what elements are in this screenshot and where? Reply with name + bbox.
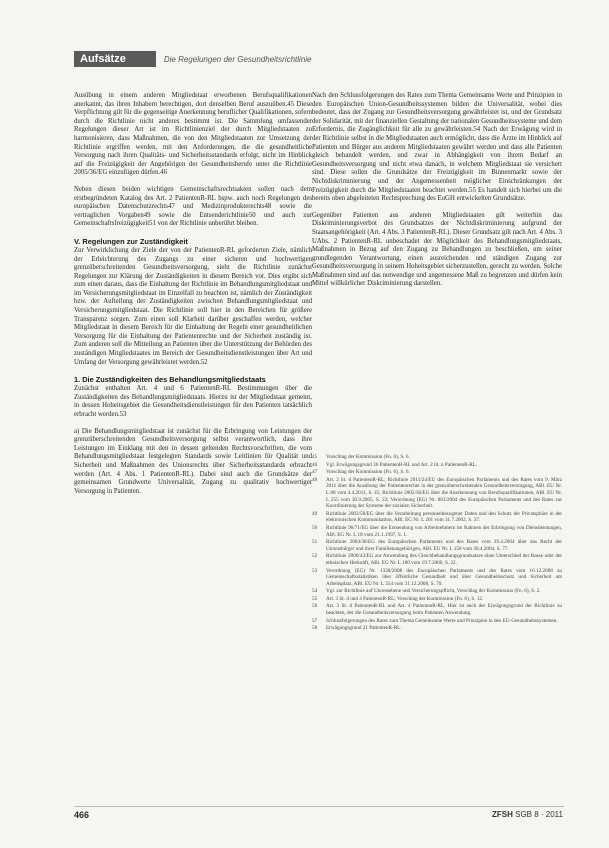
footnote-text: Art. 2 lit. d PatientenR-RL; Richtlinie 2011/24/EU des Europäischen Parlaments und des Rates vom 9. März 2011 über die Ausübung der Patientenrechte in der grenzüberschreitenden Gesundheitsversorgung, ABl. EU Nr. L 88 vom 4.4.2011, S. 45; Richtlinie 2005/36/EG über die Anerkennung von Berufsqualifikationen, ABl. EU Nr. L 255 vom 30.9.2005, S. 22; Verordnung (EG) Nr. 883/2004 des Europäischen Parlaments und des Rates zur Koordinierung der Systeme der sozialen Sicherheit. xyxy=(326,476,562,510)
left-paragraph-2: Neben diesen beiden wichtigen Gemeinschaftsrechtsakten sollen nach dem erstbegründeten Katalog des Art. 2 PatientenR-RL bspw. auch noch Regelungen des europäischen Datenschutzrechts47 und Medizinprodukterechts48 sowie die vertraglichen Vorgaben49 sowie die Entsenderichtlinie50 und auch zur Gemeinschaftsfreizügigkeit51 von der Richtlinie unberührt bleiben. xyxy=(74,185,312,228)
journal-name: ZFSH xyxy=(491,810,513,819)
footnote xyxy=(312,553,562,566)
section-label: Aufsätze xyxy=(74,51,156,67)
footnote xyxy=(312,511,562,524)
footnote-number: 56 xyxy=(312,603,318,610)
footnote xyxy=(312,625,562,632)
footnote-text: Richtlinie 2004/38/EG des Europäischen Parlaments und des Rates vom 29.4.2004 über das Recht der Unionsbürger und ihrer Familienangehörigen, ABl. EU Nr. L 158 vom 30.4.2004, S. 77. xyxy=(326,539,562,552)
footnotes xyxy=(312,454,562,633)
footnote xyxy=(312,477,562,510)
footnote xyxy=(312,454,562,461)
footnote-number: 51 xyxy=(312,539,318,546)
left-paragraph-1: Ausübung in einem anderen Mitgliedstaat erworbenen Berufsqualifikationen anerkannt, das ihren Inhabern berechtigen, dort denselben Beruf auszuüben.45 Diese Verpflichtung gilt für die gegenseitige Anerkennung beruflicher Qualifikationen, sofern durch die Richtlinie nicht anderes bestimmt ist. Die Sammlung umfassender Regelungen dieser Art ist im Richtlinienziel der durch Mitgliedstaaten zu harmonisieren, dass Maßnahmen, die von den Mitgliedstaaten zur Umsetzung der Richtlinie ergriffen werden, mit den Anforderungen, die die gesundheitliche Versorgung nach ihren Qualitäts- und Sicherheitsstandards erfolgt, nicht im Hinblick auf die Freizügigkeit der Angehörigen der Gesundheitsberufe unter die Richtlinie 2005/36/EG einzufügen dürfen.46 xyxy=(74,92,313,177)
left-paragraph-5: a) Die Behandlungsmitgliedstaat ist zunächst für die Erbringung von Leistungen der grenzüberschreitenden Gesundheitsversorgung selbst verantwortlich, dass ihre Leistungen im Einklang mit den in dessen geltenden Rechtsvorschriften, die vom Behandlungsmitgliedstaat festgelegten Standards sowie Leitlinien für Qualität und Sicherheit und Maßnahmen des Unionsrechts über Sicherheitsstandards erbracht werden (Art. 4 Abs. 1 PatientenR-RL). Dabei sind auch die Grundsätze der gemeinsamen Grundwerte Universalität, Zugang zu qualitativ hochwertiger Versorgung in Patienten. xyxy=(74,427,312,495)
footnote-text: Vorschlag der Kommission (Fn. 6), S. 6. xyxy=(326,469,410,476)
footnote-text: Vorschlag der Kommission (Fn. 6), S. 6. xyxy=(326,454,410,460)
footnote-number: 52 xyxy=(312,553,318,560)
left-paragraph-4: Zunächst enthalten Art. 4 und 6 PatientenR-RL Bestimmungen über die Zuständigkeiten des Behandlungsmitgliedstaats. Hierzu ist der Mitgliedstaat gemeint, in dessen Hoheitsgebiet die Gesundheitsdienstleistungen für den Patienten tatsächlich erbracht werden.53 xyxy=(74,385,312,418)
journal-issue: SGB 8 · 2011 xyxy=(515,810,563,819)
right-paragraph-2: Gegenüber Patienten aus anderen Mitgliedstaaten gilt weiterhin das Diskriminierungsverbot des Grundsatzes der Nichtdiskriminierung aufgrund der Staatsangehörigkeit (Art. 4 Abs. 3 PatientenR-RL). Dieser Grundsatz gilt nach Art. 4 Abs. 3 UAbs. 2 PatientenR-RL unbeschadet der Möglichkeit des Behandlungsmitgliedstaats, Maßnahmen in Bezug auf den Zugang zu Behandlungen zu beschließen, um seiner grundlegenden Verantwortung, einen ausreichenden und ständigen Zugang zur Gesundheitsversorgung in seinem Hoheitsgebiet sicherzustellen, gerecht zu werden. Solche Maßnahmen sind auf das notwendige und angemessene Maß zu begrenzen und dürfen kein Mittel willkürlicher Diskriminierung darstellen. xyxy=(312,211,562,288)
footnote-number: 57 xyxy=(312,617,318,624)
footnote-number: 54 xyxy=(312,588,318,595)
footnote xyxy=(312,462,562,469)
footnote-number: 46 xyxy=(312,461,318,468)
footer-rule xyxy=(74,806,564,807)
subsection-heading-1: 1. Die Zuständigkeiten des Behandlungsmitgliedstaats xyxy=(74,375,266,385)
page-header xyxy=(74,51,564,67)
footnote-number: 55 xyxy=(312,595,318,602)
section-heading-v: V. Regelungen zur Zuständigkeit xyxy=(74,236,188,246)
footnote xyxy=(312,469,562,476)
page-number: 466 xyxy=(74,810,90,820)
footnote-text: Verordnung (EG) Nr. 1338/2008 des Europäischen Parlaments und des Rates vom 16.12.2008 zu Gemeinschaftsstatistiken über öffentliche Gesundheit und über Gesundheitsschutz und Sicherheit am Arbeitsplatz, ABl. EU Nr. L 354 vom 31.12.2008, S. 70. xyxy=(326,567,562,587)
left-column xyxy=(74,92,312,504)
footnote-number: 49 xyxy=(312,510,318,517)
footnote-text: Richtlinie 2000/43/EG zur Anwendung des Gleichbehandlungsgrundsatzes ohne Unterschied der Rasse oder der ethnischen Herkunft, ABl. EG Nr. L 180 vom 19.7.2000, S. 22. xyxy=(326,553,562,566)
footnote-text: Art. 3 lit. d und 4 PatientenR-RL; Vorschlag der Kommission (Fn. 6), S. 12. xyxy=(326,595,484,602)
footnote-number: 50 xyxy=(312,524,318,531)
footnote-text: Richtlinie 2002/58/EG über die Verarbeitung personenbezogener Daten und den Schutz der Privatsphäre in der elektronischen Kommunikation, ABl. EG Nr. L 201 vom 31.7.2002, S. 37. xyxy=(326,510,562,524)
footnote-text: Vgl. Erwägungsgrund 36 PatientenR-RL und Art. 2 lit. n PatientenR-RL. xyxy=(326,461,478,468)
footnote-number: 47 xyxy=(312,469,318,476)
footnote xyxy=(312,525,562,538)
footnote xyxy=(312,539,562,552)
footnote-text: Vgl. zur Richtlinie auf Unionsebene und Versicherungspflicht, Vorschlag der Kommission (Fn. 6), S. 2. xyxy=(326,588,541,595)
footnote-number: 58 xyxy=(312,625,318,632)
right-column xyxy=(312,92,562,297)
footnote xyxy=(312,568,562,588)
footnote-number: 45 xyxy=(312,454,318,460)
footnote xyxy=(312,618,562,625)
footnote-text: Schlussfolgerungen des Rates zum Thema Gemeinsame Werte und Prinzipien in den EU-Gesundheitssystemen. xyxy=(326,617,558,624)
footnote-text: Art. 3 lit. d PatientenR-RL und Art. 4 PatientenR-RL. Hier ist auch der Erwägungsgrund der Richtlinie zu beachten, der die Gesundheitsversorgung beim Patienten Anwendung. xyxy=(326,603,562,617)
journal-reference xyxy=(492,810,563,819)
footnote-text: Erwägungsgrund 21 PatientenR-RL. xyxy=(326,625,402,632)
footnote-number: 48 xyxy=(312,476,318,483)
footnote-number: 53 xyxy=(312,567,318,574)
footnote-text: Richtlinie 96/71/EG über die Entsendung von Arbeitnehmern im Rahmen der Erbringung von Dienstleistungen, ABl. EG Nr. L 18 vom 21.1.1997, S. 1. xyxy=(326,524,562,538)
running-title: Die Regelungen der Gesundheitsrichtlinie xyxy=(163,54,312,64)
footnote xyxy=(312,603,562,616)
footnote xyxy=(312,588,562,595)
right-paragraph-1: Nach den Schlussfolgerungen des Rates zum Thema Gemeinsame Werte und Prinzipien in den Europäischen Union-Gesundheitssystemen bilden die Universalität, wobei dies bedeutet, dass der Zugang zur Gesundheitsversorgung gewährleistet ist, und der Grundsatz der Solidarität, mit der finanziellen Gestaltung der nationalen Gesundheitssysteme und dem Erfordernis, die Zugänglichkeit für alle zu gewährleisten.54 Nach der Erwägung wird in der Richtlinie selbst in die Mitgliedstaaten auch ermöglicht, dass die Ärzte im Hinblick auf Patienten und Bürger aus anderen Mitgliedstaaten gewährt werden und dass alle Patienten gleich behandelt werden, und zwar in Abhängigkeit von ihrem Bedarf an Gesundheitsversorgung und nicht etwa danach, in welchem Mitgliedstaat sie versichert sind. Diese sollen die Grundsätze der Freizügigkeit im Binnenmarkt sowie der Nichtdiskriminierung und der Angemessenheit möglicher Einschränkungen der Freizügigkeit durch die Mitgliedstaaten beachtet werden.55 Es handelt sich hierbei um die bereits oben abgeleiteten Rechtsprechung des EuGH entwickelten Grundsätze. xyxy=(312,92,562,203)
left-paragraph-3: Zur Verwirklichung der Ziele der von der PatientenR-RL geforderten Ziele, nämlich der Erleichterung des Zugangs zu einer sicheren und hochwertigen grenzüberschreitenden Gesundheitsversorgung, sieht die Richtlinie zunächst Regelungen zur Klärung der Zuständigkeiten in diesem Bereich vor. Dies ergibt sich zum einen daraus, dass die Einhaltung der Richtlinie im Behandlungsmitgliedstaat und im Versicherungsmitgliedstaat im Einzelfall zu beachten ist, nämlich der Zuständigkeit bzw. der Aufteilung der Zuständigkeiten zwischen Behandlungsmitgliedstaat und Versicherungsmitgliedstaat. Die Richtlinie soll hier in den Bereichen für größere Transparenz sorgen. Zum einen soll Klarheit darüber geschaffen werden, welcher Mitgliedstaat in diesem Bereich für die Einhaltung der Regeln einer gesundheitlichen Versorgung für die Einhaltung der Patientenrechte und der Sicherheit zuständig ist. Zum anderen soll die Mitteilung an Patienten über die Unterstützung der Behörden des zuständigen Mitgliedstaates im Bereich der Gesundheitsdienstleistungen über Art und Umfang der Versorgung gewährleistet werden.52 xyxy=(74,246,312,366)
footnote xyxy=(312,596,562,603)
